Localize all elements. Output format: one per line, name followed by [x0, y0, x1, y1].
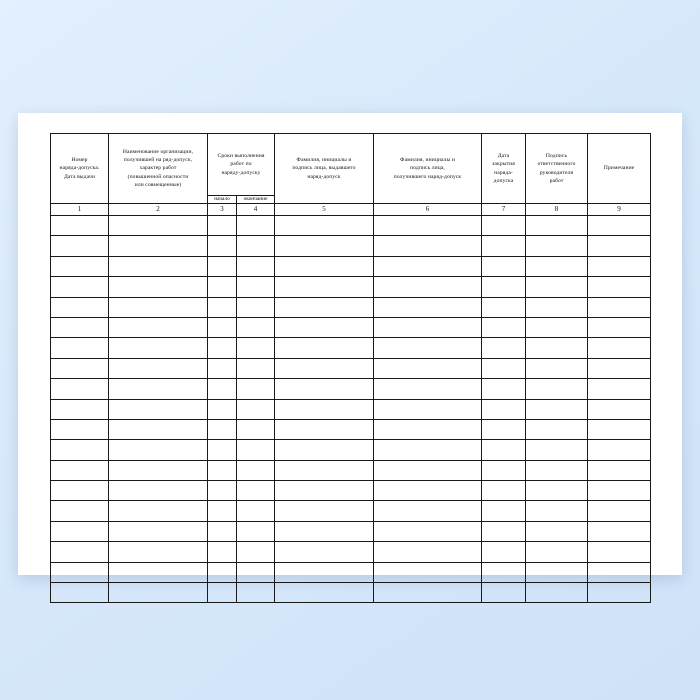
table-row [51, 542, 651, 562]
table-cell[interactable] [109, 256, 208, 276]
header-cell-receiver: Фамилия, инициалы и подпись лица, получившего наряд-допуск [374, 134, 482, 204]
table-cell[interactable] [374, 317, 482, 337]
table-cell[interactable] [526, 460, 588, 480]
table-cell[interactable] [208, 501, 237, 521]
table-cell[interactable] [526, 277, 588, 297]
table-cell[interactable] [208, 297, 237, 317]
table-cell[interactable] [482, 358, 526, 378]
table-cell[interactable] [482, 501, 526, 521]
table-cell[interactable] [374, 419, 482, 439]
table-cell[interactable] [374, 399, 482, 419]
table-cell[interactable] [275, 399, 374, 419]
column-number-3: 3 [208, 204, 237, 216]
table-cell[interactable] [526, 379, 588, 399]
table-cell[interactable] [51, 338, 109, 358]
table-cell[interactable] [588, 317, 651, 337]
table-cell[interactable] [109, 236, 208, 256]
table-cell[interactable] [208, 583, 237, 603]
table-cell[interactable] [526, 542, 588, 562]
table-cell[interactable] [588, 338, 651, 358]
document-sheet [18, 113, 682, 575]
header-cell-work-period-group: Сроки выполнения работ по наряду-допуску [208, 134, 275, 196]
table-row [51, 419, 651, 439]
column-number-5: 5 [275, 204, 374, 216]
table-cell[interactable] [275, 236, 374, 256]
table-cell[interactable] [109, 338, 208, 358]
table-cell[interactable] [208, 460, 237, 480]
table-cell[interactable] [275, 317, 374, 337]
table-cell[interactable] [51, 460, 109, 480]
table-cell[interactable] [526, 338, 588, 358]
column-number-9: 9 [588, 204, 651, 216]
table-cell[interactable] [526, 521, 588, 541]
table-row [51, 399, 651, 419]
table-cell[interactable] [237, 501, 275, 521]
table-cell[interactable] [237, 460, 275, 480]
table-cell[interactable] [275, 338, 374, 358]
table-cell[interactable] [237, 440, 275, 460]
header-cell-issuer: Фамилия, инициалы и подпись лица, выдавшего наряд-допуск [275, 134, 374, 204]
table-cell[interactable] [482, 419, 526, 439]
table-cell[interactable] [275, 256, 374, 276]
document-content [50, 133, 650, 553]
table-cell[interactable] [588, 216, 651, 236]
table-cell[interactable] [526, 419, 588, 439]
column-number-1: 1 [51, 204, 109, 216]
header-cell-number-date: Номер наряда-допуска. Дата выдачи [51, 134, 109, 204]
table-cell[interactable] [237, 236, 275, 256]
header-row-main [51, 134, 651, 196]
table-row [51, 379, 651, 399]
table-cell[interactable] [275, 358, 374, 378]
table-cell[interactable] [588, 277, 651, 297]
table-cell[interactable] [208, 542, 237, 562]
table-cell[interactable] [482, 256, 526, 276]
table-cell[interactable] [237, 358, 275, 378]
header-cell-supervisor-signature: Подпись ответственного руководителя работ [526, 134, 588, 204]
table-cell[interactable] [374, 216, 482, 236]
table-cell[interactable] [275, 277, 374, 297]
table-cell[interactable] [588, 542, 651, 562]
table-cell[interactable] [275, 216, 374, 236]
table-cell[interactable] [109, 562, 208, 582]
table-cell[interactable] [51, 583, 109, 603]
table-cell[interactable] [275, 460, 374, 480]
table-cell[interactable] [374, 542, 482, 562]
table-cell[interactable] [208, 216, 237, 236]
table-cell[interactable] [275, 501, 374, 521]
table-cell[interactable] [588, 481, 651, 501]
table-cell[interactable] [109, 399, 208, 419]
table-cell[interactable] [208, 521, 237, 541]
table-cell[interactable] [237, 317, 275, 337]
table-cell[interactable] [237, 297, 275, 317]
table-cell[interactable] [482, 521, 526, 541]
work-permit-journal-table [50, 133, 651, 603]
table-cell[interactable] [588, 379, 651, 399]
table-cell[interactable] [374, 562, 482, 582]
column-number-7: 7 [482, 204, 526, 216]
table-cell[interactable] [51, 317, 109, 337]
table-row [51, 317, 651, 337]
table-cell[interactable] [208, 236, 237, 256]
table-row [51, 297, 651, 317]
table-cell[interactable] [374, 501, 482, 521]
header-cell-closing-date: Дата закрытия наряда- допуска [482, 134, 526, 204]
table-cell[interactable] [109, 583, 208, 603]
table-cell[interactable] [208, 277, 237, 297]
table-row [51, 216, 651, 236]
table-cell[interactable] [109, 460, 208, 480]
header-cell-start: начало [208, 196, 237, 204]
table-cell[interactable] [51, 481, 109, 501]
table-cell[interactable] [588, 440, 651, 460]
table-cell[interactable] [374, 521, 482, 541]
table-cell[interactable] [109, 419, 208, 439]
table-cell[interactable] [482, 236, 526, 256]
table-cell[interactable] [275, 379, 374, 399]
table-cell[interactable] [237, 216, 275, 236]
table-cell[interactable] [374, 236, 482, 256]
table-cell[interactable] [237, 583, 275, 603]
table-cell[interactable] [51, 277, 109, 297]
table-cell[interactable] [51, 501, 109, 521]
table-cell[interactable] [526, 440, 588, 460]
table-cell[interactable] [482, 317, 526, 337]
table-cell[interactable] [109, 277, 208, 297]
table-cell[interactable] [237, 481, 275, 501]
table-cell[interactable] [482, 440, 526, 460]
table-cell[interactable] [526, 358, 588, 378]
table-cell[interactable] [588, 399, 651, 419]
table-cell[interactable] [526, 399, 588, 419]
table-cell[interactable] [51, 256, 109, 276]
table-row [51, 583, 651, 603]
table-cell[interactable] [237, 542, 275, 562]
table-cell[interactable] [208, 338, 237, 358]
table-cell[interactable] [275, 521, 374, 541]
table-cell[interactable] [275, 481, 374, 501]
table-cell[interactable] [275, 297, 374, 317]
table-cell[interactable] [526, 256, 588, 276]
table-cell[interactable] [374, 440, 482, 460]
table-cell[interactable] [482, 216, 526, 236]
table-cell[interactable] [109, 481, 208, 501]
table-cell[interactable] [237, 562, 275, 582]
table-cell[interactable] [526, 562, 588, 582]
table-cell[interactable] [526, 216, 588, 236]
table-row [51, 277, 651, 297]
table-row [51, 236, 651, 256]
table-cell[interactable] [275, 542, 374, 562]
table-cell[interactable] [109, 358, 208, 378]
column-number-4: 4 [237, 204, 275, 216]
table-cell[interactable] [109, 501, 208, 521]
column-number-8: 8 [526, 204, 588, 216]
header-cell-notes: Примечание [588, 134, 651, 204]
table-cell[interactable] [51, 297, 109, 317]
table-row [51, 358, 651, 378]
table-cell[interactable] [109, 521, 208, 541]
table-cell[interactable] [208, 440, 237, 460]
table-cell[interactable] [374, 277, 482, 297]
table-cell[interactable] [588, 419, 651, 439]
table-cell[interactable] [237, 338, 275, 358]
table-row [51, 562, 651, 582]
table-cell[interactable] [208, 419, 237, 439]
table-cell[interactable] [237, 256, 275, 276]
table-cell[interactable] [51, 399, 109, 419]
table-cell[interactable] [109, 216, 208, 236]
table-cell[interactable] [588, 583, 651, 603]
header-cell-organization: Наименование организации, получившей на ряд-допуск, характер работ (повышенной опасности или совмещенные) [109, 134, 208, 204]
table-cell[interactable] [482, 399, 526, 419]
table-cell[interactable] [374, 481, 482, 501]
table-cell[interactable] [588, 236, 651, 256]
table-cell[interactable] [275, 440, 374, 460]
table-cell[interactable] [208, 379, 237, 399]
table-cell[interactable] [482, 542, 526, 562]
header-row-column-numbers [51, 204, 651, 216]
table-cell[interactable] [208, 481, 237, 501]
table-cell[interactable] [374, 358, 482, 378]
table-cell[interactable] [51, 562, 109, 582]
table-cell[interactable] [374, 379, 482, 399]
table-row [51, 501, 651, 521]
table-cell[interactable] [208, 256, 237, 276]
table-cell[interactable] [374, 338, 482, 358]
table-cell[interactable] [588, 358, 651, 378]
table-cell[interactable] [275, 562, 374, 582]
table-cell[interactable] [482, 562, 526, 582]
table-cell[interactable] [588, 460, 651, 480]
table-cell[interactable] [51, 440, 109, 460]
table-body [51, 216, 651, 603]
table-cell[interactable] [109, 297, 208, 317]
table-row [51, 481, 651, 501]
table-cell[interactable] [51, 419, 109, 439]
table-row [51, 440, 651, 460]
table-cell[interactable] [51, 521, 109, 541]
table-cell[interactable] [526, 317, 588, 337]
table-cell[interactable] [51, 216, 109, 236]
table-cell[interactable] [588, 521, 651, 541]
table-cell[interactable] [588, 501, 651, 521]
table-cell[interactable] [482, 277, 526, 297]
table-cell[interactable] [208, 399, 237, 419]
column-number-6: 6 [374, 204, 482, 216]
table-cell[interactable] [208, 562, 237, 582]
table-cell[interactable] [51, 236, 109, 256]
table-cell[interactable] [275, 419, 374, 439]
table-cell[interactable] [374, 460, 482, 480]
table-cell[interactable] [237, 521, 275, 541]
table-cell[interactable] [526, 501, 588, 521]
table-cell[interactable] [237, 277, 275, 297]
table-cell[interactable] [109, 379, 208, 399]
table-cell[interactable] [588, 297, 651, 317]
table-row [51, 338, 651, 358]
table-row [51, 256, 651, 276]
table-cell[interactable] [237, 399, 275, 419]
table-cell[interactable] [526, 297, 588, 317]
table-cell[interactable] [526, 583, 588, 603]
table-cell[interactable] [208, 358, 237, 378]
header-cell-end: окончание [237, 196, 275, 204]
table-cell[interactable] [482, 481, 526, 501]
table-cell[interactable] [482, 460, 526, 480]
table-cell[interactable] [51, 542, 109, 562]
table-cell[interactable] [482, 379, 526, 399]
table-cell[interactable] [237, 379, 275, 399]
table-cell[interactable] [526, 481, 588, 501]
table-cell[interactable] [588, 562, 651, 582]
table-cell[interactable] [51, 379, 109, 399]
table-cell[interactable] [482, 297, 526, 317]
table-cell[interactable] [208, 317, 237, 337]
table-cell[interactable] [374, 297, 482, 317]
table-cell[interactable] [588, 256, 651, 276]
table-cell[interactable] [374, 256, 482, 276]
column-number-2: 2 [109, 204, 208, 216]
table-cell[interactable] [526, 236, 588, 256]
table-row [51, 521, 651, 541]
table-cell[interactable] [275, 583, 374, 603]
table-cell[interactable] [482, 583, 526, 603]
table-cell[interactable] [51, 358, 109, 378]
table-cell[interactable] [482, 338, 526, 358]
table-cell[interactable] [109, 542, 208, 562]
table-cell[interactable] [109, 317, 208, 337]
table-row [51, 460, 651, 480]
table-cell[interactable] [109, 440, 208, 460]
table-cell[interactable] [374, 583, 482, 603]
table-header [51, 134, 651, 216]
table-cell[interactable] [237, 419, 275, 439]
